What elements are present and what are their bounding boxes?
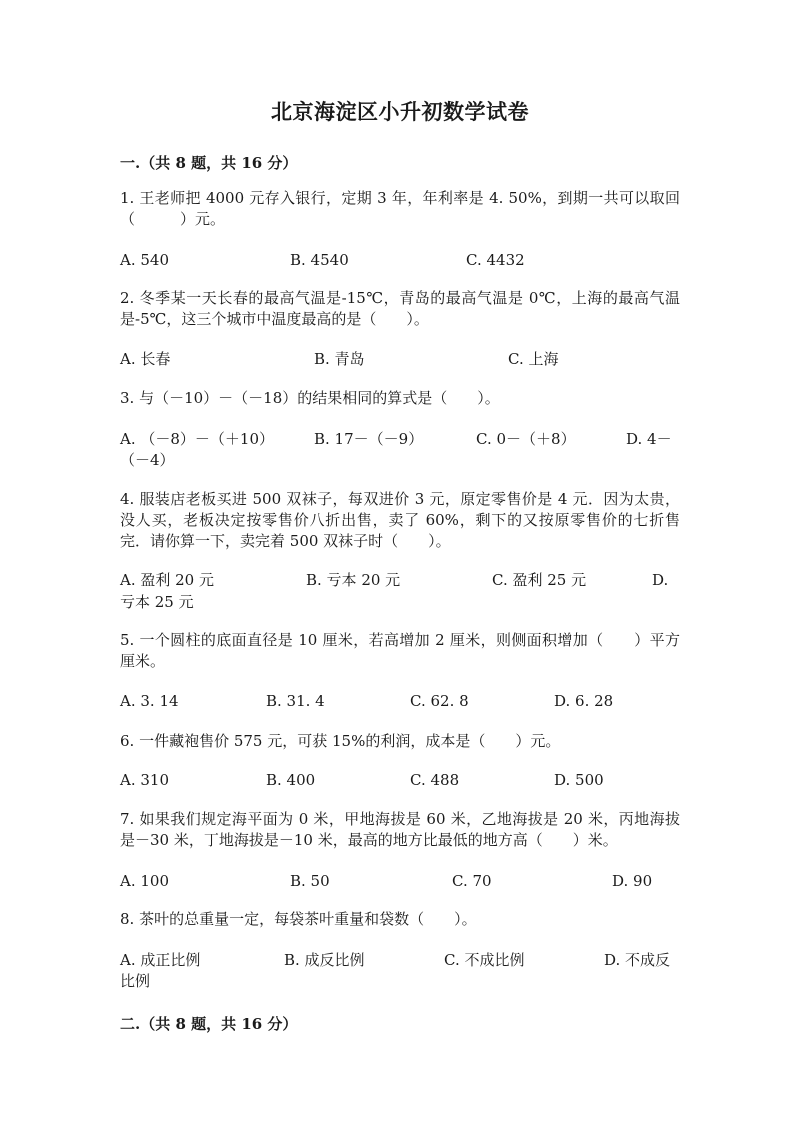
question-6: 6. 一件藏袍售价 575 元，可获 15%的利润，成本是（ ）元。 [120,732,561,750]
section-heading-1: 一.（共 8 题，共 16 分） [120,154,298,172]
q8-option-d-wrap: 比例 [120,972,151,990]
q6-option-b: B. 400 [266,771,316,789]
q4-option-d-wrap: 亏本 25 元 [120,593,194,611]
q4-option-d: D. [652,571,669,589]
q5-option-a: A. 3. 14 [120,692,179,710]
q1-option-a: A. 540 [120,251,169,269]
question-5: 5. 一个圆柱的底面直径是 10 厘米，若高增加 2 厘米，则侧面积增加（ ）平方厘米。 [120,631,680,670]
q3-option-b: B. 17－（－9） [314,430,424,448]
q3-option-d: D. 4－ [626,430,672,448]
q2-option-c: C. 上海 [508,350,559,368]
page-title: 北京海淀区小升初数学试卷 [271,99,529,124]
q3-option-c: C. 0－（＋8） [476,430,576,448]
question-7: 7. 如果我们规定海平面为 0 米，甲地海拔是 60 米，乙地海拔是 20 米，丙地海拔是－30 米，丁地海拔是－10 米，最高的地方比最低的地方高（ ）米。 [120,810,680,849]
q4-option-b: B. 亏本 20 元 [306,571,401,589]
question-3: 3. 与（－10）－（－18）的结果相同的算式是（ ）。 [120,389,500,407]
question-2: 2. 冬季某一天长春的最高气温是-15℃，青岛的最高气温是 0℃，上海的最高气温是-5℃，这三个城市中温度最高的是（ ）。 [120,289,680,328]
question-1: 1. 王老师把 4000 元存入银行，定期 3 年，年利率是 4. 50%，到期一共可以取回（ ）元。 [120,189,680,228]
question-8: 8. 茶叶的总重量一定，每袋茶叶重量和袋数（ ）。 [120,910,477,928]
q8-option-a: A. 成正比例 [120,951,201,969]
q3-option-d-wrap: （－4） [120,451,175,469]
q7-option-b: B. 50 [290,872,330,890]
q2-option-b: B. 青岛 [314,350,365,368]
q5-option-b: B. 31. 4 [266,692,325,710]
q8-option-c: C. 不成比例 [444,951,525,969]
q8-option-b: B. 成反比例 [284,951,365,969]
q3-option-a: A. （－8）－（＋10） [120,430,274,448]
question-4: 4. 服装店老板买进 500 双袜子，每双进价 3 元，原定零售价是 4 元．因为太贵，没人买，老板决定按零售价八折出售，卖了 60%，剩下的又按原零售价的七折售完．请你算一下，卖完着 500 双袜子时（ ）。 [120,490,680,550]
q2-option-a: A. 长春 [120,350,171,368]
q4-option-a: A. 盈利 20 元 [120,571,214,589]
q5-option-c: C. 62. 8 [410,692,469,710]
q4-option-c: C. 盈利 25 元 [492,571,587,589]
q7-option-c: C. 70 [452,872,492,890]
q1-option-c: C. 4432 [466,251,525,269]
q7-option-d: D. 90 [612,872,653,890]
q7-option-a: A. 100 [120,872,169,890]
q6-option-d: D. 500 [554,771,604,789]
q5-option-d: D. 6. 28 [554,692,614,710]
q1-option-b: B. 4540 [290,251,349,269]
q6-option-a: A. 310 [120,771,169,789]
q6-option-c: C. 488 [410,771,460,789]
q8-option-d: D. 不成反 [604,951,671,969]
section-heading-2: 二.（共 8 题，共 16 分） [120,1015,298,1033]
